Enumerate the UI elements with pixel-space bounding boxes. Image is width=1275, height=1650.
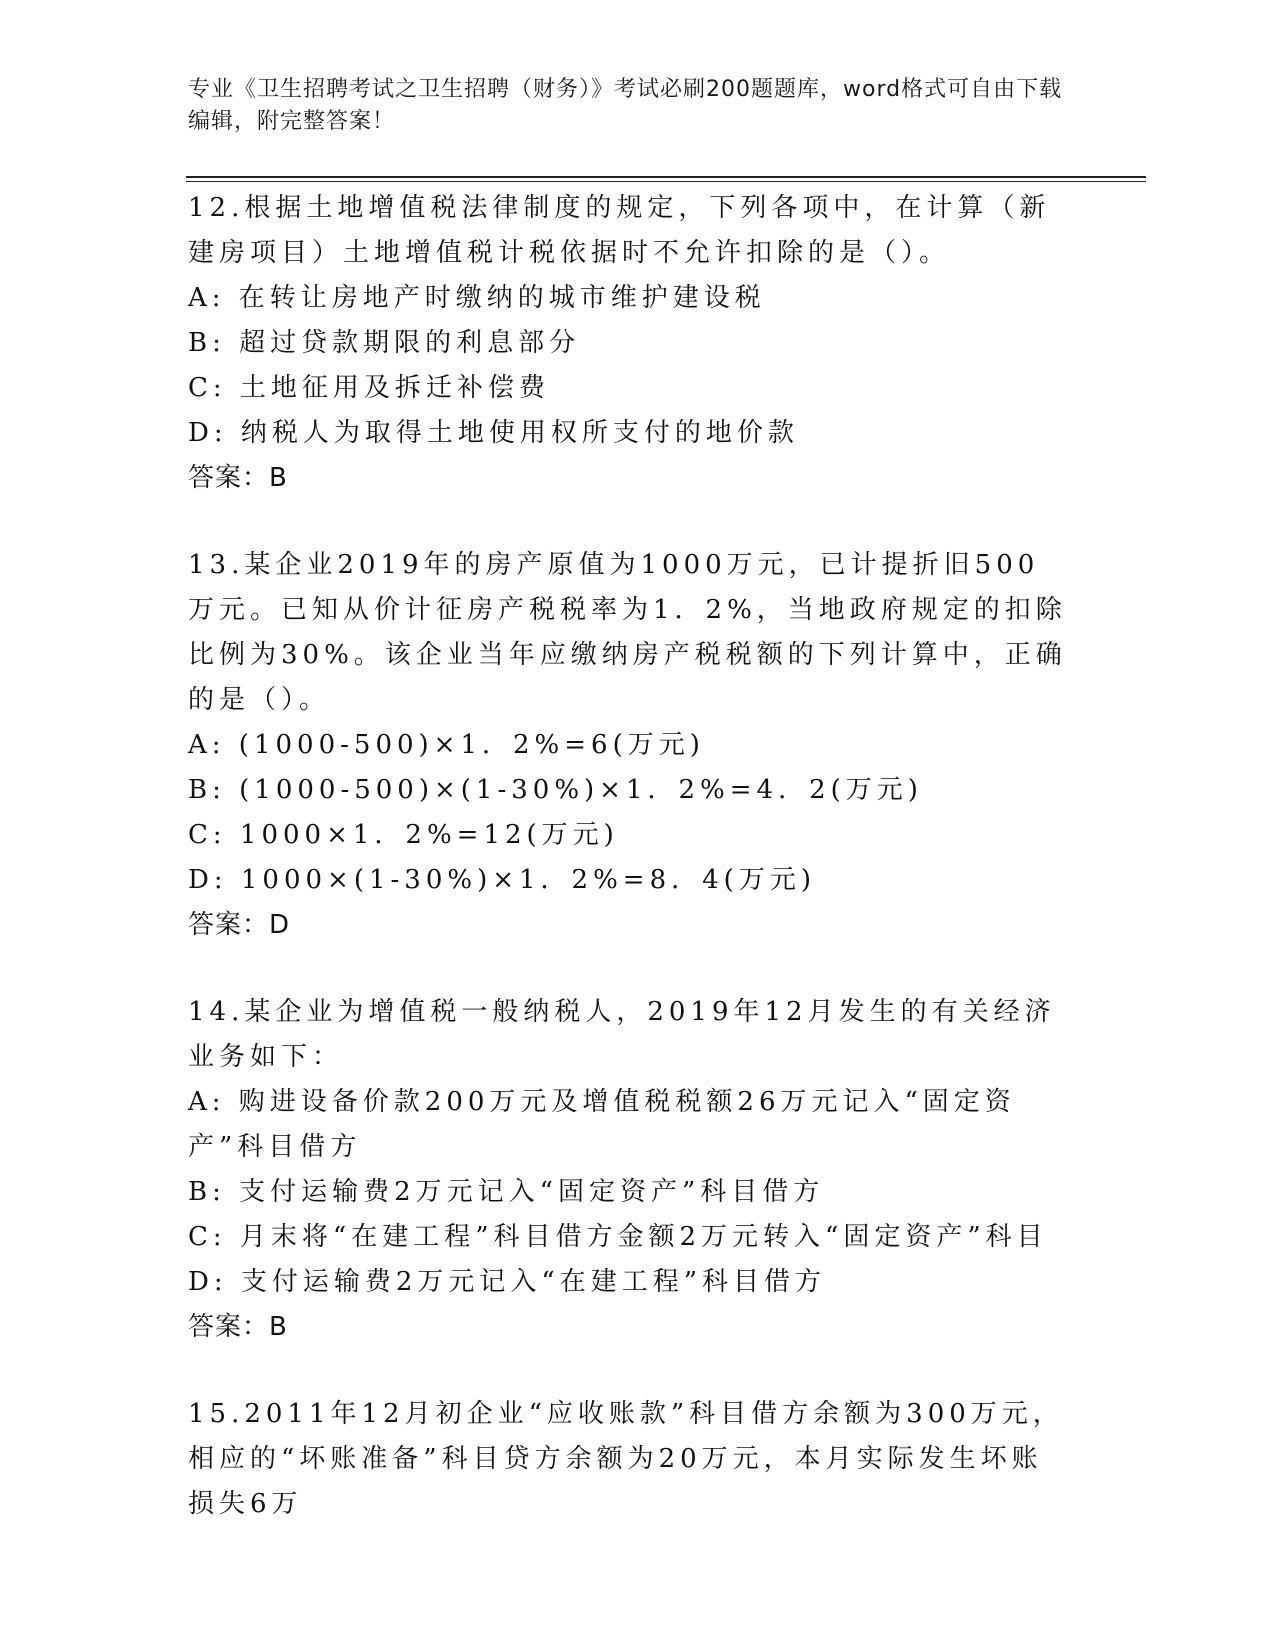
question-12 (188, 186, 1068, 501)
question-list (188, 186, 1068, 1569)
option-c: C: 月末将“在建工程”科目借方金额2万元转入“固定资产”科目 (188, 1222, 1048, 1252)
question-13 (188, 543, 1068, 948)
option-a: A: 在转让房地产时缴纳的城市维护建设税 (188, 283, 766, 313)
question-14 (188, 990, 1068, 1350)
header-divider-thin (186, 181, 1146, 182)
question-15 (188, 1392, 1068, 1527)
option-c: C: 1000×1．2%=12(万元) (188, 820, 619, 850)
option-d: D: 支付运输费2万元记入“在建工程”科目借方 (188, 1267, 826, 1297)
option-b: B: (1000-500)×(1-30%)×1．2%=4．2(万元) (188, 775, 923, 805)
question-stem: 13.某企业2019年的房产原值为1000万元，已计提折旧500万元。已知从价计征房产税税率为1．2%，当地政府规定的扣除比例为30%。该企业当年应缴纳房产税税额的下列计算中，正确的是（）。 (188, 550, 1067, 715)
question-stem: 14.某企业为增值税一般纳税人，2019年12月发生的有关经济业务如下： (188, 997, 1056, 1072)
option-b: B: 支付运输费2万元记入“固定资产”科目借方 (188, 1177, 825, 1207)
answer-line: 答案：B (188, 463, 288, 493)
option-c: C: 土地征用及拆迁补偿费 (188, 373, 550, 403)
option-d: D: 纳税人为取得土地使用权所支付的地价款 (188, 418, 799, 448)
option-d: D: 1000×(1-30%)×1．2%=8．4(万元) (188, 865, 816, 895)
option-b: B: 超过贷款期限的利息部分 (188, 328, 581, 358)
option-a: A: 购进设备价款200万元及增值税税额26万元记入“固定资产”科目借方 (188, 1087, 1016, 1162)
question-stem: 12.根据土地增值税法律制度的规定，下列各项中，在计算（新建房项目）土地增值税计税依据时不允许扣除的是（）。 (188, 193, 1051, 268)
answer-line: 答案：B (188, 1312, 288, 1342)
header-divider-thick (186, 176, 1146, 178)
answer-line: 答案：D (188, 910, 291, 940)
option-a: A: (1000-500)×1．2%=6(万元) (188, 730, 705, 760)
document-header: 专业《卫生招聘考试之卫生招聘（财务）》考试必刷200题题库，word格式可自由下载编辑，附完整答案！ (188, 77, 1063, 134)
question-stem: 15.2011年12月初企业“应收账款”科目借方余额为300万元，相应的“坏账准备”科目贷方余额为20万元，本月实际发生坏账损失6万 (188, 1399, 1064, 1519)
